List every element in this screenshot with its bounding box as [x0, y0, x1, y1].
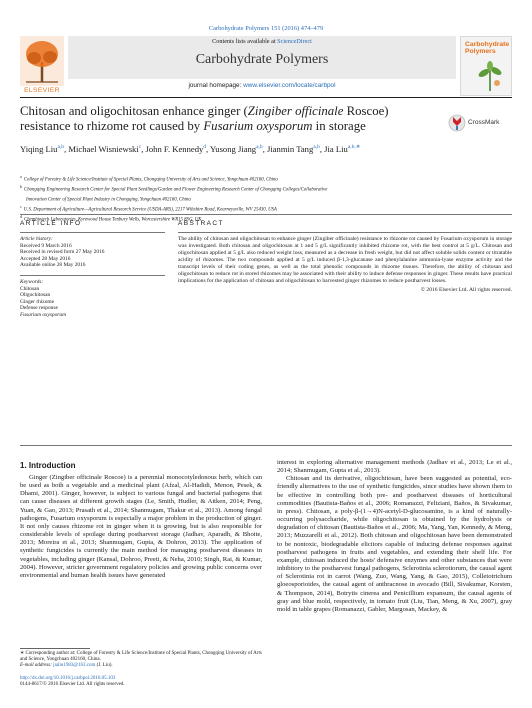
- author-affiliation-marker[interactable]: a,b: [313, 144, 320, 150]
- author-name[interactable]: Michael Wisniewski: [68, 143, 139, 154]
- affiliation: [20, 194, 512, 204]
- author-affiliation-marker[interactable]: c: [138, 144, 142, 150]
- keywords-block: [20, 279, 165, 319]
- affiliation-text: U.S. Department of Agriculture—Agricultural Research Service (USDA-ARS), 2217 Wiltshire Road, Kearneysville, WV 25430, USA: [23, 207, 277, 213]
- affiliation-marker: c: [20, 203, 22, 209]
- affiliation: [20, 204, 512, 214]
- affiliation-text: Innovation Center of Special Plant Industry in Chongqing, Yongchuan 402160, China: [26, 197, 191, 203]
- history-item: Available online 28 May 2016: [20, 262, 86, 269]
- history-item: Received 9 March 2016: [20, 242, 72, 249]
- divider: [20, 232, 165, 233]
- article-info-heading: ARTICLE INFO: [20, 220, 82, 227]
- history-label: Article history:: [20, 236, 53, 242]
- abstract-column: [178, 220, 512, 293]
- article-title: [20, 104, 430, 134]
- footnote-rule: [20, 648, 90, 649]
- title-species: Zingiber officinale: [247, 104, 344, 118]
- keyword-item: Defense response: [20, 305, 58, 312]
- sciencedirect-link[interactable]: ScienceDirect: [277, 38, 312, 45]
- copyright-notice: © 2016 Elsevier Ltd. All rights reserved.: [420, 287, 512, 294]
- affiliation-marker: a: [20, 174, 22, 179]
- history-item: Received in revised form 27 May 2016: [20, 249, 105, 256]
- affiliation-text: College of Forestry & Life Science/Institute of Special Plants, Chongqing University of Arts and Science, Yongchuan 402160, China: [23, 177, 278, 183]
- affiliation-text: Chongqing Engineering Research Center for Special Plant Seedlings/Garden and Flower Engineering Research Center of Chongqing Colleges/Collaborative: [24, 187, 328, 193]
- title-part: Roscoe): [343, 104, 389, 118]
- keyword-list: [20, 286, 165, 319]
- abstract-text: The ability of chitosan and oligochitosan to enhance ginger (Zingiber officinale) resistance to rhizome rot caused by Fusarium oxysporum in storage was investigated. Both chitosan and oligochitosan at 1 and 5 g/L significantly inhibited rhizome rot, with the best control at 5 g/L. Chitosan and oligochitosan applied at 5 g/L also reduced weight loss, measured as a decrease in fresh weight, but did not affect soluble solids content or titratable acidity of rhizomes. The two compounds applied at 5 g/L induced β-1,3-glucanase and phenylalanine ammonia-lyase enzyme activity and the transcript levels of their coding genes, as well as the total phenolic compounds in rhizome tissues. Therefore, the ability of chitosan and oligochitosan to reduce rot in stored rhizomes may be associated with their ability to induce defense responses in ginger. These results have practical implications for the application of chitosan and oligochitosan to harvested ginger rhizomes to reduce postharvest losses.: [178, 236, 512, 285]
- author-name[interactable]: Jia Liu: [324, 143, 348, 154]
- cover-title: Carbohydrate Polymers: [465, 41, 510, 56]
- title-species: Fusarium oxysporum: [203, 119, 313, 133]
- divider: [20, 275, 165, 276]
- issn-line: 0144-8617/© 2016 Elsevier Ltd. All rights reserved.: [20, 682, 125, 688]
- keywords-label: Keywords:: [20, 278, 44, 285]
- affiliation: [20, 184, 512, 194]
- title-part: resistance to rhizome rot caused by: [20, 119, 204, 133]
- elsevier-tree-logo: [20, 36, 64, 90]
- section-rule: [20, 214, 512, 215]
- author-separator: ,: [319, 143, 325, 154]
- affiliation: [20, 174, 512, 184]
- contents-prefix: Contents lists available at: [212, 38, 278, 45]
- affiliation-text: Chembiotech Laboratories, Kyrewood House Tenbury Wells, Worcestershire WR15 8SG, UK: [24, 217, 202, 223]
- crossmark-label[interactable]: CrossMark: [468, 119, 500, 126]
- corresponding-author-footnote: [20, 651, 270, 670]
- email-label: E-mail address:: [20, 663, 54, 669]
- corresponding-note: ∗ Corresponding author at: College of Forestry & Life Science/Institute of Special Plants, Chongqing University of Arts and Science, Yongchuan 402160, China.: [20, 651, 262, 663]
- author-name[interactable]: Yusong Jiang: [210, 143, 257, 154]
- article-info-column: [20, 220, 165, 319]
- journal-title: Carbohydrate Polymers: [195, 52, 329, 67]
- intro-paragraph: Chitosan and its derivative, oligochitosan, have been suggested as potential, eco-friendly alternatives to the use of synthetic fungicides, since studies have shown them to be effective in controlling both pre- and postharvest diseases of horticultural commodities (Bautista-Baños et al., 2006; Romanazzi, Feliziani, Baños, & Sivakumar, in press). Chitosan, a poly-β-(1→4)N-acetyl-D-glucosamine, is a kind of naturally-occurring polysaccharide, while oligochitosan is obtained by the hydrolysis or degradation of chitosan (Bautista-Baños et al., 2006; Ma, Yang, Yan, Kennedy, & Meng, 2013; Muzzarelli et al., 2012). Both chitosan and oligochitosan have been demonstrated to be nontoxic, biodegradable elicitors capable of inducing defense responses against postharvest pathogens in fruits and vegetables, and extending their shelf life. For example, chitosan induced the hosts' defensive enzymes and other substances that were inhibitory to the postharvest fungal pathogens, Sclerotinia sclerotiorum, the causal agent of Sclerotinia rot in carrot (Wang, Zuo, Wang, Yang, & Gao, 2015), Colletotrichum gloeosporioides, the causal agent of anthracnose in avocado (Bill, Sivakumar, Korsten, & Thompson, 2014), Botrytis cinerea and Penicillium expansum, the causal agents of gray and blue mold, respectively, in tomato fruit (Liu, Tian, Meng, & Xu, 2007), gray mold in table grapes (Romanazzi, Gabler, Margosan, Mackey, &: [277, 475, 512, 613]
- homepage-link[interactable]: www.elsevier.com/locate/carbpol: [243, 82, 336, 89]
- crossmark-badge[interactable]: [448, 113, 508, 139]
- author-name[interactable]: Jianmin Tang: [266, 143, 314, 154]
- email-line: [20, 663, 270, 669]
- cover-plant-illustration: [475, 59, 505, 96]
- contents-availability: [68, 38, 456, 45]
- email-suffix: (J. Liu).: [95, 663, 113, 669]
- author-list: [20, 142, 490, 155]
- email-link[interactable]: jialiu1983@163.com: [53, 663, 96, 669]
- keyword-item: Oligochitosan: [20, 292, 51, 299]
- keyword-item: Ginger rhizome: [20, 298, 54, 305]
- author-affiliation-marker[interactable]: a,b: [57, 144, 65, 150]
- introduction-heading: 1. Introduction: [20, 461, 76, 470]
- title-part: in storage: [312, 119, 366, 133]
- abstract-heading: ABSTRACT: [178, 220, 224, 227]
- intro-paragraph: interest in exploring alternative management methods (Jadhav et al., 2013; Le et al., 2014; Shanmugam, Gupta et al., 2013).: [277, 459, 512, 475]
- elsevier-wordmark: ELSEVIER: [24, 87, 60, 94]
- crossmark-icon: [448, 113, 466, 133]
- journal-cover-thumbnail[interactable]: [460, 36, 512, 96]
- journal-reference[interactable]: Carbohydrate Polymers 151 (2016) 474–479: [208, 25, 324, 32]
- author-separator: ,: [64, 143, 69, 154]
- body-column-left: [20, 474, 262, 580]
- doi-block: [20, 676, 270, 688]
- keyword-item: Fusarium oxysporum: [20, 311, 66, 318]
- doi-link[interactable]: http://dx.doi.org/10.1016/j.carbpol.2016.05.103: [20, 676, 116, 681]
- author-name[interactable]: John F. Kennedy: [145, 143, 204, 154]
- intro-paragraph: Ginger (Zingiber officinale Roscoe) is a perennial monocotyledonous herb, which can be used as both a vegetable and a medicinal plant (Afzal, Al-Hadidi, Menon, Pesek, & Dhami, 2001). Ginger, however, is subject to various fungal and bacterial pathogens that can cause diseases at different growth stages (Le, Smith, Hudler, & Aitken, 2014; Peng, Yuan, & Gao, 2013; Prasath et al., 2014; Shanmugam, Thakur et al., 2013). Among fungal pathogens, Fusarium oxysporum is especially a major problem in the production of ginger. It not only causes rhizome rot in ginger when it is growing, but is also responsible for considerable levels of spoilage during postharvest storage (Jadhav, Aparadh, & Bhoite, 2013; Moreira et al., 2013; Shanmugam, Gupta, & Dohroo, 2013). The application of synthetic fungicides is currently the main method for managing postharvest diseases in vegetables, including ginger (Kansal, Dohroo, Preeti, & Neha, 2010; Singh, Rai, & Kumar, 2004). However, stricter government regulatory policies and growing public concerns over environmental and human health issues have generated: [20, 474, 262, 579]
- article-history: [20, 236, 165, 269]
- body-column-right: [277, 459, 512, 614]
- author-affiliation-marker[interactable]: a,b: [256, 144, 263, 150]
- author-affiliation-marker[interactable]: d: [203, 144, 207, 150]
- author-separator: ,: [206, 143, 211, 154]
- divider: [178, 232, 512, 233]
- author-affiliation-marker[interactable]: a,b,∗: [347, 144, 361, 150]
- keyword-item: Chitosan: [20, 285, 40, 292]
- author-separator: ,: [262, 143, 267, 154]
- affiliation-list: [20, 174, 512, 223]
- affiliation-marker: d: [20, 213, 22, 219]
- header-rule: [20, 97, 512, 98]
- author-separator: ,: [141, 143, 146, 154]
- journal-homepage: [68, 82, 456, 89]
- history-item: Accepted 28 May 2016: [20, 255, 71, 262]
- title-part: Chitosan and oligochitosan enhance ginger (: [20, 104, 248, 118]
- author-name[interactable]: Yiqing Liu: [20, 143, 58, 154]
- homepage-prefix: journal homepage:: [188, 82, 244, 89]
- affiliation-marker: b: [20, 183, 22, 189]
- section-rule: [20, 445, 512, 446]
- history-list: [20, 243, 165, 269]
